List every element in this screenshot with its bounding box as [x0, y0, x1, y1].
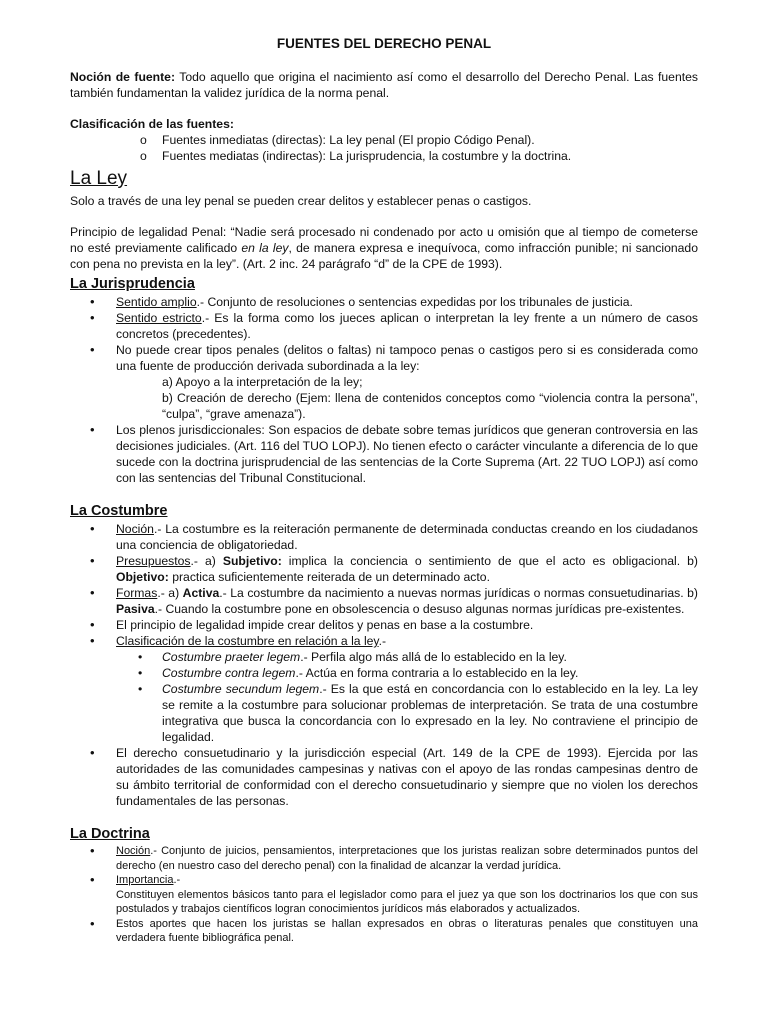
list-item: • Estos aportes que hacen los juristas se hallan expresados en obras o literaturas penales que constituyen una verdadera fuente bibliográfica penal. [70, 917, 698, 946]
item-italic: Costumbre contra legem [162, 666, 296, 680]
item-text: .- Cuando la costumbre pone en obsolescencia o desuso algunas normas jurídicas pre-existentes. [154, 602, 685, 616]
nocion-paragraph [70, 69, 698, 101]
item-text: .- La costumbre da nacimiento a nuevas normas jurídicas o normas consuetudinarias. b) [219, 586, 698, 600]
item-text: .- a) [190, 554, 223, 568]
jurisprudencia-list [70, 294, 698, 486]
principio-text-b: , de manera expresa e inequívoca, como infracción punible; ni sancionado con pena no prevista en la ley”. (Art. 2 inc. 24 parágrafo “d” de la CPE de 1993). [70, 241, 698, 271]
item-text: .- a) [157, 586, 183, 600]
nocion-text: Todo aquello que origina el nacimiento así como el desarrollo del Derecho Penal. Las fuentes también fundamentan la validez jurídica de la norma penal. [70, 70, 698, 100]
item-text: .- Es la forma como los jueces aplican o interpretan la ley frente a un número de casos concretos (precedentes). [116, 311, 698, 341]
doctrina-list [70, 844, 698, 946]
item-label: Sentido amplio [116, 295, 197, 309]
item-label: Presupuestos [116, 554, 191, 568]
list-item [70, 665, 698, 681]
page-title: FUENTES DEL DERECHO PENAL [276, 36, 492, 51]
principio-emphasis: en la ley [241, 241, 289, 255]
list-item [70, 294, 698, 310]
list-item: o Fuentes mediatas (indirectas): La jurisprudencia, la costumbre y la doctrina. [70, 148, 698, 164]
item-text: .- Es la que está en concordancia con lo establecido en la ley. La ley se remite a la costumbre para solucionar problemas de interpretación. Se trata de una costumbre integrativa que busca la concordancia con lo expresado en la ley. No contraviene el principio de legalidad. [162, 682, 698, 744]
item-text: .- Conjunto de resoluciones o sentencias expedidas por los tribunales de justicia. [196, 295, 633, 309]
principio-legalidad [70, 224, 698, 272]
item-label: Formas [116, 586, 158, 600]
nocion-label: Noción de fuente: [70, 70, 176, 84]
item-label: Clasificación de la costumbre en relación a la ley [116, 634, 379, 648]
item-italic: Costumbre praeter legem [162, 650, 301, 664]
list-item: • El principio de legalidad impide crear delitos y penas en base a la costumbre. [70, 617, 698, 633]
item-bold: Activa [182, 586, 220, 600]
costumbre-list-cont [70, 745, 698, 809]
list-item [70, 553, 698, 585]
item-bold: Pasiva [116, 602, 155, 616]
clasificacion-list [70, 132, 698, 164]
item-label: Importancia [116, 874, 174, 886]
item-label: Noción [116, 522, 154, 536]
item-label: Sentido estricto [116, 311, 202, 325]
costumbre-clasificacion-list [70, 649, 698, 745]
heading-costumbre: La Costumbre [70, 503, 168, 519]
list-item [70, 873, 698, 917]
item-text: .- Actúa en forma contraria a lo establecido en la ley. [295, 666, 579, 680]
heading-doctrina: La Doctrina [70, 826, 150, 842]
list-item [70, 844, 698, 873]
costumbre-list [70, 521, 698, 649]
list-item [70, 681, 698, 745]
importancia-body: Constituyen elementos básicos tanto para el legislador como para el juez ya que son los doctrinarios los que con sus postulados y trabajos científicos logran conocimientos jurídicos más elaborados y actualizados. [116, 888, 698, 915]
heading-ley: La Ley [70, 168, 128, 189]
item-text: .- [378, 634, 387, 648]
list-item: o Fuentes inmediatas (directas): La ley penal (El propio Código Penal). [70, 132, 698, 148]
list-item: • El derecho consuetudinario y la jurisdicción especial (Art. 149 de la CPE de 1993). Ejercida por las autoridades de las comunidades campesinas y nativas con el apoyo de las rondas campesinas dentro de su ámbito territorial de conformidad con el derecho consuetudinario y siempre que no violen los derechos fundamentales de las personas. [70, 745, 698, 809]
item-text: practica suficientemente reiterada de un determinado acto. [168, 570, 490, 584]
item-bold: Objetivo: [116, 570, 169, 584]
list-item [70, 633, 698, 649]
sub-point-a: a) Apoyo a la interpretación de la ley; [162, 375, 363, 389]
clasificacion-label [70, 116, 698, 132]
sub-point-b: b) Creación de derecho (Ejem: llena de contenidos conceptos como “violencia contra la persona”, “culpa”, “grave amenaza”). [162, 391, 698, 421]
item-label: Noción [116, 845, 151, 857]
item-text: .- Perfila algo más allá de lo establecido en la ley. [300, 650, 567, 664]
principio-text-a: Principio de legalidad Penal: “Nadie será procesado ni condenado por acto u omisión que al tiempo de cometerse no esté previamente calificado [70, 225, 698, 255]
list-item: • Los plenos jurisdiccionales: Son espacios de debate sobre temas jurídicos que generan controversia en las decisiones judiciales. (Art. 116 del TUO LOPJ). No tienen efecto o carácter vinculante a diferencia de lo que sucede con la doctrina jurisprudencial de las sentencias de la Corte Suprema (Art. 22 TUO LOPJ) así como con las sentencias del Tribunal Constitucional. [70, 422, 698, 486]
list-item [70, 649, 698, 665]
item-text: .- Conjunto de juicios, pensamientos, interpretaciones que los juristas realizan sobre determinados puntos del derecho (en nuestro caso del derecho penal) con la finalidad de alcanzar la verdad jurídica. [116, 845, 698, 872]
ley-intro: Solo a través de una ley penal se pueden crear delitos y establecer penas o castigos. [70, 194, 532, 208]
item-italic: Costumbre secundum legem [162, 682, 320, 696]
clasificacion-label-text: Clasificación de las fuentes: [70, 117, 234, 131]
item-text: .- La costumbre es la reiteración permanente de determinada conductas creando en los ciudadanos una conciencia de obligatoriedad. [116, 522, 698, 552]
item-text: implica la conciencia o sentimiento de que el acto es obligacional. b) [281, 554, 698, 568]
item-text: .- [173, 874, 181, 886]
list-item [70, 521, 698, 553]
list-item [70, 342, 698, 422]
heading-jurisprudencia: La Jurisprudencia [70, 276, 195, 292]
item-bold: Subjetivo: [222, 554, 282, 568]
item-text: No puede crear tipos penales (delitos o faltas) ni tampoco penas o castigos pero si es considerada como una fuente de producción derivada subordinada a la ley: [116, 343, 698, 373]
list-item [70, 585, 698, 617]
list-item [70, 310, 698, 342]
